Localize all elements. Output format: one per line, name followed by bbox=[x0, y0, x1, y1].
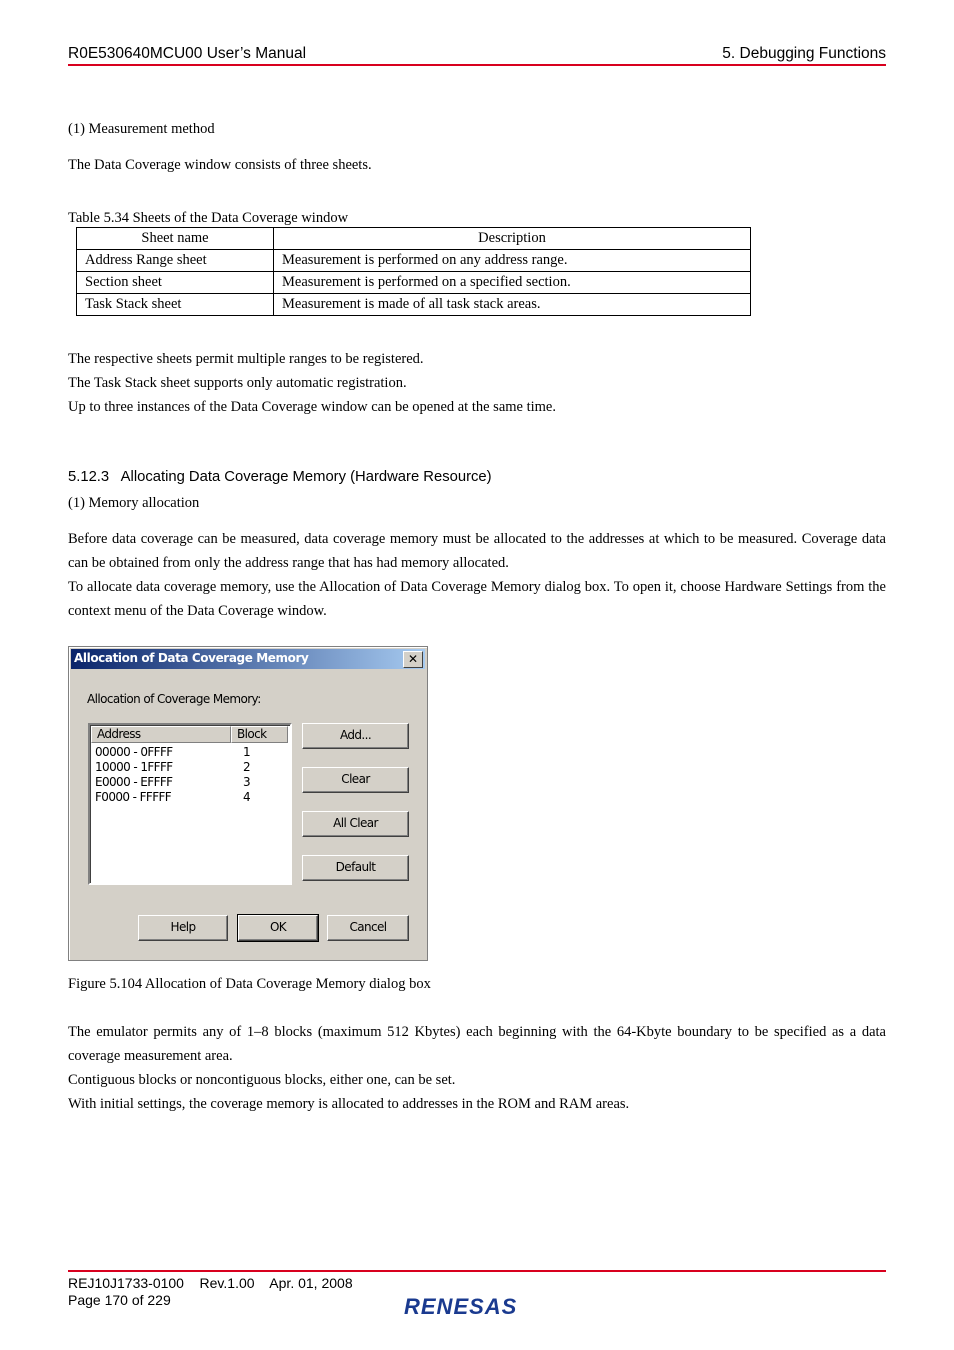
section-heading: 5.12.3 Allocating Data Coverage Memory (Hardware Resource) bbox=[68, 469, 492, 485]
table-cell: Measurement is made of all task stack areas. bbox=[274, 294, 751, 316]
dialog-title: Allocation of Data Coverage Memory bbox=[74, 651, 309, 665]
default-button[interactable]: Default bbox=[302, 855, 409, 881]
clear-button[interactable]: Clear bbox=[302, 767, 409, 793]
renesas-logo bbox=[402, 1293, 552, 1319]
note-line: The Task Stack sheet supports only automatic registration. bbox=[68, 375, 407, 391]
paragraph: The emulator permits any of 1–8 blocks (maximum 512 Kbytes) each beginning with the 64-Kbyte boundary to be specified as a data coverage measurement area. bbox=[68, 1024, 886, 1064]
note-line: Up to three instances of the Data Coverage window can be opened at the same time. bbox=[68, 399, 556, 415]
figure-caption: Figure 5.104 Allocation of Data Coverage Memory dialog box bbox=[68, 976, 431, 992]
add-button[interactable]: Add... bbox=[302, 723, 409, 749]
coverage-memory-label: Allocation of Coverage Memory: bbox=[87, 692, 261, 706]
table-header-cell: Sheet name bbox=[77, 228, 274, 250]
help-button[interactable]: Help bbox=[138, 915, 228, 941]
dialog-titlebar[interactable] bbox=[71, 649, 425, 669]
allocation-dialog bbox=[68, 646, 428, 961]
table-cell: Address Range sheet bbox=[77, 250, 274, 272]
table-row bbox=[77, 272, 751, 294]
close-icon[interactable]: ✕ bbox=[403, 651, 423, 668]
table-header-row bbox=[77, 228, 751, 250]
list-item[interactable] bbox=[95, 775, 285, 790]
list-header-block[interactable]: Block bbox=[231, 726, 288, 743]
table-caption: Table 5.34 Sheets of the Data Coverage window bbox=[68, 210, 349, 226]
list-item-block: 4 bbox=[243, 790, 251, 804]
table-cell: Measurement is performed on any address range. bbox=[274, 250, 751, 272]
paragraph: With initial settings, the coverage memory is allocated to addresses in the ROM and RAM areas. bbox=[68, 1096, 630, 1112]
coverage-memory-list[interactable] bbox=[88, 723, 292, 885]
list-item[interactable] bbox=[95, 745, 285, 760]
all-clear-button[interactable]: All Clear bbox=[302, 811, 409, 837]
ok-button[interactable]: OK bbox=[238, 915, 318, 941]
renesas-logo-text: RENESAS bbox=[404, 1294, 518, 1319]
table-header-cell: Description bbox=[274, 228, 751, 250]
measurement-method-heading: (1) Measurement method bbox=[68, 121, 215, 137]
footer-page-number: Page 170 of 229 bbox=[68, 1292, 171, 1308]
intro-paragraph: The Data Coverage window consists of three sheets. bbox=[68, 157, 372, 173]
list-item-address: 10000 - 1FFFF bbox=[95, 760, 173, 774]
note-line: The respective sheets permit multiple ranges to be registered. bbox=[68, 351, 424, 367]
list-item-address: F0000 - FFFFF bbox=[95, 790, 172, 804]
list-item[interactable] bbox=[95, 760, 285, 775]
list-item-address: 00000 - 0FFFF bbox=[95, 745, 173, 759]
header-rule bbox=[68, 64, 886, 66]
table-row bbox=[77, 250, 751, 272]
table-cell: Task Stack sheet bbox=[77, 294, 274, 316]
footer-doc-id: REJ10J1733-0100 Rev.1.00 Apr. 01, 2008 bbox=[68, 1275, 353, 1291]
memory-allocation-heading: (1) Memory allocation bbox=[68, 495, 200, 511]
header-chapter-title: 5. Debugging Functions bbox=[722, 45, 886, 62]
list-item-block: 1 bbox=[243, 745, 251, 759]
footer-rule bbox=[68, 1270, 886, 1272]
paragraph: Before data coverage can be measured, data coverage memory must be allocated to the addresses at which to be measured. Coverage data can be obtained from only the address range that has had memory allocated. bbox=[68, 531, 886, 571]
list-item[interactable] bbox=[95, 790, 285, 805]
list-header-address[interactable]: Address bbox=[91, 726, 231, 743]
paragraph: Contiguous blocks or noncontiguous blocks, either one, can be set. bbox=[68, 1072, 456, 1088]
list-item-block: 3 bbox=[243, 775, 251, 789]
table-row bbox=[77, 294, 751, 316]
cancel-button[interactable]: Cancel bbox=[327, 915, 409, 941]
sheets-table bbox=[76, 227, 751, 316]
table-cell: Measurement is performed on a specified section. bbox=[274, 272, 751, 294]
paragraph: To allocate data coverage memory, use the Allocation of Data Coverage Memory dialog box. To open it, choose Hardware Settings from the context menu of the Data Coverage window. bbox=[68, 579, 886, 619]
table-cell: Section sheet bbox=[77, 272, 274, 294]
header-manual-title: R0E530640MCU00 User’s Manual bbox=[68, 45, 307, 62]
list-item-block: 2 bbox=[243, 760, 251, 774]
list-item-address: E0000 - EFFFF bbox=[95, 775, 173, 789]
